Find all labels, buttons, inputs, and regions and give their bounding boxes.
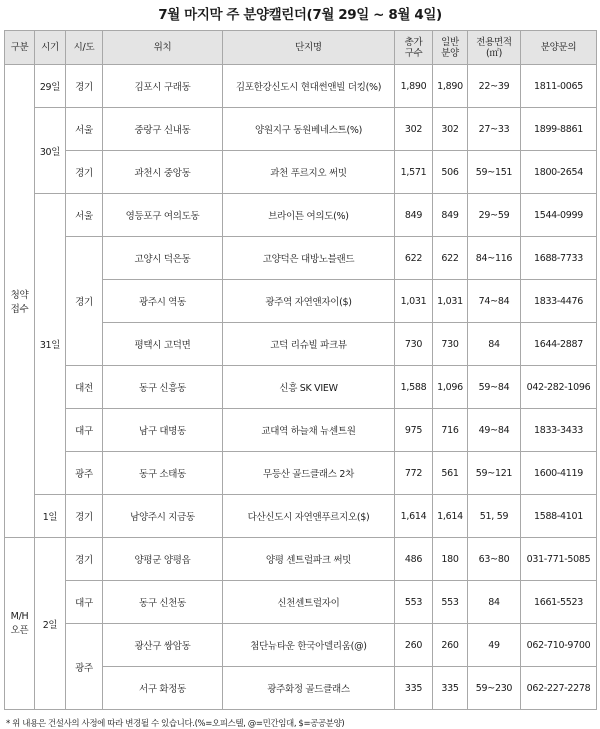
location-cell: 고양시 덕은동	[103, 237, 223, 280]
inquiry-cell: 1588-4101	[521, 495, 597, 538]
region-cell: 경기	[66, 538, 103, 581]
area-cell: 29~59	[468, 194, 521, 237]
area-cell: 84	[468, 323, 521, 366]
location-cell: 광산구 쌍암동	[103, 624, 223, 667]
location-cell: 동구 신흥동	[103, 366, 223, 409]
complex-cell: 김포한강신도시 현대썬앤빌 더킹(%)	[223, 65, 395, 108]
region-cell: 서울	[66, 194, 103, 237]
general-units-cell: 260	[433, 624, 468, 667]
header-general-units	[433, 31, 468, 65]
header-total-line1: 총가	[404, 36, 423, 48]
general-units-cell: 180	[433, 538, 468, 581]
complex-cell: 신천센트럴자이	[223, 581, 395, 624]
general-units-cell: 1,096	[433, 366, 468, 409]
region-cell: 경기	[66, 65, 103, 108]
location-cell: 평택시 고덕면	[103, 323, 223, 366]
header-area-line2: (㎡)	[485, 47, 502, 59]
inquiry-cell: 031-771-5085	[521, 538, 597, 581]
general-units-cell: 1,890	[433, 65, 468, 108]
area-cell: 59~121	[468, 452, 521, 495]
inquiry-cell: 1833-3433	[521, 409, 597, 452]
table-row	[5, 366, 597, 409]
complex-cell: 고덕 리슈빌 파크뷰	[223, 323, 395, 366]
region-cell: 대전	[66, 366, 103, 409]
table-row	[5, 194, 597, 237]
header-inquiry: 분양문의	[521, 31, 597, 65]
general-units-cell: 506	[433, 151, 468, 194]
header-general-line1: 일반	[441, 36, 459, 48]
inquiry-cell: 1544-0999	[521, 194, 597, 237]
complex-cell: 브라이튼 여의도(%)	[223, 194, 395, 237]
date-cell: 29일	[35, 65, 66, 108]
header-timing: 시기	[35, 31, 66, 65]
complex-cell: 첨단뉴타운 한국아델리움(@)	[223, 624, 395, 667]
group-mh-open	[5, 538, 35, 710]
area-cell: 59~230	[468, 667, 521, 710]
inquiry-cell: 1661-5523	[521, 581, 597, 624]
date-cell: 1일	[35, 495, 66, 538]
location-cell: 서구 화정동	[103, 667, 223, 710]
inquiry-cell: 1899-8861	[521, 108, 597, 151]
location-cell: 광주시 역동	[103, 280, 223, 323]
header-region: 시/도	[66, 31, 103, 65]
total-units-cell: 302	[395, 108, 433, 151]
header-category: 구분	[5, 31, 35, 65]
area-cell: 49~84	[468, 409, 521, 452]
region-cell: 광주	[66, 452, 103, 495]
region-cell: 서울	[66, 108, 103, 151]
region-cell: 경기	[66, 151, 103, 194]
region-cell: 광주	[66, 624, 103, 710]
location-cell: 과천시 중앙동	[103, 151, 223, 194]
total-units-cell: 335	[395, 667, 433, 710]
total-units-cell: 1,031	[395, 280, 433, 323]
complex-cell: 교대역 하늘채 뉴센트원	[223, 409, 395, 452]
inquiry-cell: 062-710-9700	[521, 624, 597, 667]
schedule-table	[4, 30, 597, 710]
table-row	[5, 108, 597, 151]
header-location: 위치	[103, 31, 223, 65]
general-units-cell: 553	[433, 581, 468, 624]
total-units-cell: 849	[395, 194, 433, 237]
area-cell: 22~39	[468, 65, 521, 108]
header-total-units	[395, 31, 433, 65]
date-cell: 31일	[35, 194, 66, 495]
location-cell: 영등포구 여의도동	[103, 194, 223, 237]
table-row	[5, 151, 597, 194]
region-cell: 대구	[66, 409, 103, 452]
general-units-cell: 730	[433, 323, 468, 366]
area-cell: 84~116	[468, 237, 521, 280]
total-units-cell: 730	[395, 323, 433, 366]
inquiry-cell: 1800-2654	[521, 151, 597, 194]
area-cell: 49	[468, 624, 521, 667]
header-general-line2: 분양	[441, 47, 459, 59]
total-units-cell: 260	[395, 624, 433, 667]
complex-cell: 양평 센트럴파크 써밋	[223, 538, 395, 581]
location-cell: 동구 신천동	[103, 581, 223, 624]
total-units-cell: 486	[395, 538, 433, 581]
complex-cell: 양원지구 동원베네스트(%)	[223, 108, 395, 151]
general-units-cell: 622	[433, 237, 468, 280]
complex-cell: 무등산 골드클래스 2차	[223, 452, 395, 495]
general-units-cell: 335	[433, 667, 468, 710]
group-label-line1: M/H	[10, 611, 29, 622]
inquiry-cell: 1600-4119	[521, 452, 597, 495]
date-cell: 30일	[35, 108, 66, 194]
total-units-cell: 1,571	[395, 151, 433, 194]
table-row	[5, 452, 597, 495]
table-row	[5, 538, 597, 581]
general-units-cell: 1,614	[433, 495, 468, 538]
complex-cell: 광주화정 골드클래스	[223, 667, 395, 710]
table-row	[5, 237, 597, 280]
location-cell: 남양주시 지금동	[103, 495, 223, 538]
general-units-cell: 849	[433, 194, 468, 237]
total-units-cell: 553	[395, 581, 433, 624]
inquiry-cell: 062-227-2278	[521, 667, 597, 710]
area-cell: 63~80	[468, 538, 521, 581]
header-row	[5, 31, 597, 65]
location-cell: 동구 소태동	[103, 452, 223, 495]
complex-cell: 광주역 자연앤자이($)	[223, 280, 395, 323]
area-cell: 59~151	[468, 151, 521, 194]
area-cell: 59~84	[468, 366, 521, 409]
region-cell: 경기	[66, 237, 103, 366]
table-row	[5, 581, 597, 624]
location-cell: 남구 대명동	[103, 409, 223, 452]
total-units-cell: 622	[395, 237, 433, 280]
inquiry-cell: 1644-2887	[521, 323, 597, 366]
group-label-line1: 청약	[10, 290, 29, 301]
inquiry-cell: 1811-0065	[521, 65, 597, 108]
page-title: 7월 마지막 주 분양캘린더(7월 29일 ~ 8월 4일)	[158, 7, 442, 23]
general-units-cell: 1,031	[433, 280, 468, 323]
inquiry-cell: 1688-7733	[521, 237, 597, 280]
header-total-line2: 구수	[404, 47, 423, 59]
location-cell: 김포시 구래동	[103, 65, 223, 108]
general-units-cell: 716	[433, 409, 468, 452]
total-units-cell: 1,614	[395, 495, 433, 538]
table-row	[5, 409, 597, 452]
total-units-cell: 772	[395, 452, 433, 495]
header-area	[468, 31, 521, 65]
total-units-cell: 1,890	[395, 65, 433, 108]
inquiry-cell: 042-282-1096	[521, 366, 597, 409]
date-cell: 2일	[35, 538, 66, 710]
footnote: * 위 내용은 건설사의 사정에 따라 변경될 수 있습니다.(%=오피스텔, @=민간임대, $=공공분양)	[6, 719, 345, 729]
general-units-cell: 302	[433, 108, 468, 151]
location-cell: 양평군 양평읍	[103, 538, 223, 581]
area-cell: 84	[468, 581, 521, 624]
region-cell: 경기	[66, 495, 103, 538]
inquiry-cell: 1833-4476	[521, 280, 597, 323]
location-cell: 중랑구 신내동	[103, 108, 223, 151]
table-row	[5, 65, 597, 108]
total-units-cell: 975	[395, 409, 433, 452]
general-units-cell: 561	[433, 452, 468, 495]
header-area-line1: 전용면적	[476, 36, 512, 48]
complex-cell: 다산신도시 자연앤푸르지오($)	[223, 495, 395, 538]
group-label-line2: 오픈	[10, 625, 29, 636]
complex-cell: 신흥 SK VIEW	[223, 366, 395, 409]
region-cell: 대구	[66, 581, 103, 624]
complex-cell: 고양덕은 대방노블랜드	[223, 237, 395, 280]
total-units-cell: 1,588	[395, 366, 433, 409]
table-row	[5, 624, 597, 667]
group-label-line2: 접수	[10, 304, 29, 315]
group-subscription	[5, 65, 35, 538]
header-complex: 단지명	[223, 31, 395, 65]
area-cell: 74~84	[468, 280, 521, 323]
complex-cell: 과천 푸르지오 써밋	[223, 151, 395, 194]
area-cell: 27~33	[468, 108, 521, 151]
table-row	[5, 495, 597, 538]
area-cell: 51, 59	[468, 495, 521, 538]
